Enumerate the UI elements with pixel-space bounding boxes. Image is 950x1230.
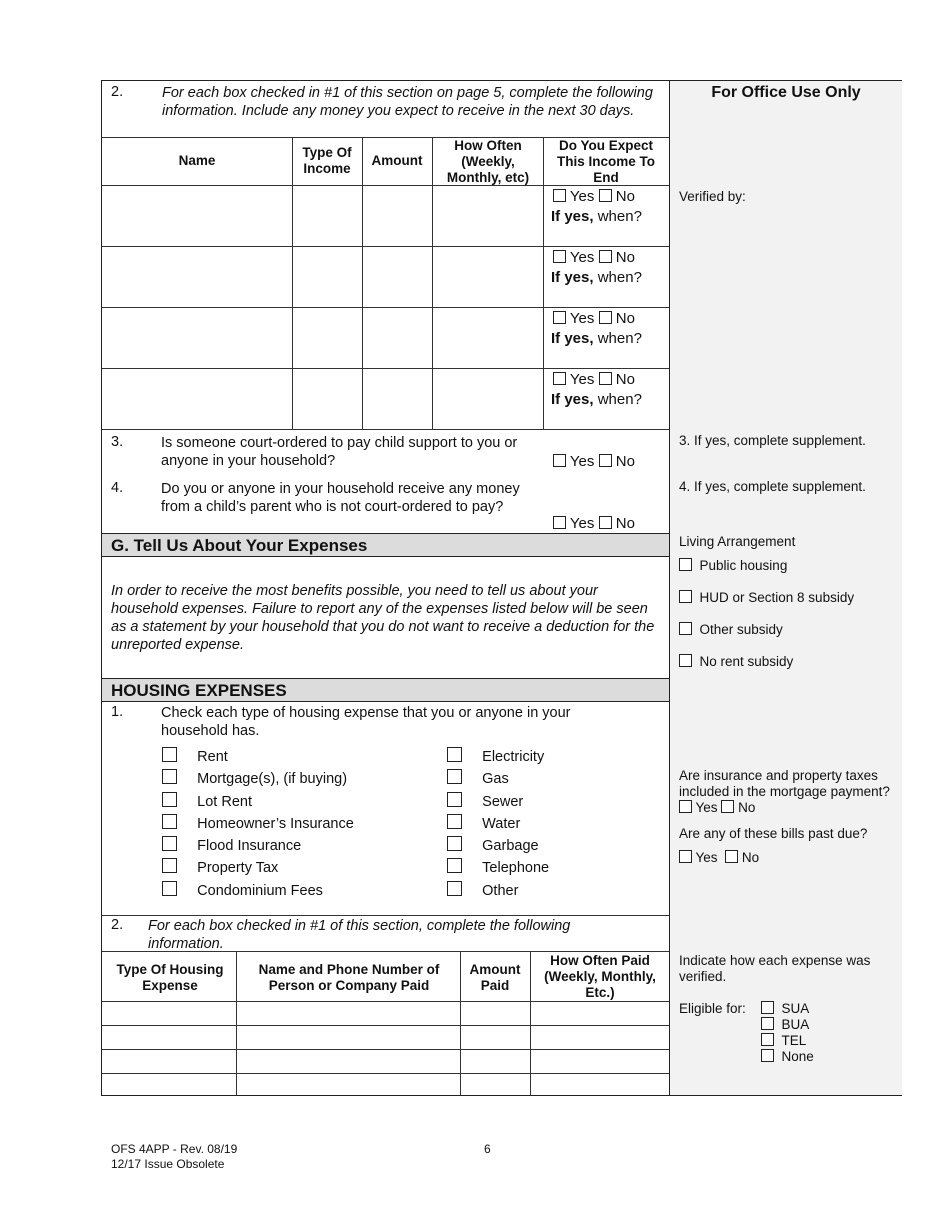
option-label: Property Tax (197, 860, 279, 877)
divider (102, 429, 669, 430)
option-label: Rent (197, 749, 228, 765)
housing-option-mortgage[interactable] (162, 768, 354, 790)
form-id: OFS 4APP - Rev. 08/19 (111, 1142, 238, 1156)
no-label: No (615, 188, 635, 205)
yes-checkbox[interactable] (553, 311, 566, 324)
no-checkbox[interactable] (599, 311, 612, 324)
income-row-4-when (551, 391, 642, 408)
checkbox[interactable] (761, 1049, 774, 1062)
no-label: No (615, 249, 635, 266)
income-header-expect-end: Do You Expect This Income To End (556, 138, 655, 185)
yes-checkbox[interactable] (553, 372, 566, 385)
checkbox[interactable] (679, 622, 692, 635)
divider (102, 368, 669, 369)
if-yes-label: If yes, (551, 330, 594, 347)
housing-option-property-tax[interactable] (162, 857, 354, 879)
if-yes-label: If yes, (551, 269, 594, 286)
divider (102, 1001, 669, 1002)
checkbox[interactable] (761, 1033, 774, 1046)
checkbox[interactable] (679, 654, 692, 667)
no-label: No (615, 310, 635, 327)
option-label: Lot Rent (197, 793, 252, 810)
option-label: TEL (781, 1033, 807, 1048)
q2-text: For each box checked in #1 of this section on page 5, complete the following information. Include any money you expect to receive in the next 30 days. (162, 85, 653, 119)
verified-by-label: Verified by: (679, 189, 746, 204)
income-header-how-often: How Often (Weekly, Monthly, etc) (446, 138, 530, 185)
income-row-2-yesno (553, 249, 635, 266)
housing-header-type: Type Of Housing Expense (116, 962, 224, 993)
yes-label: Yes (569, 188, 595, 205)
divider (102, 915, 669, 916)
yes-checkbox[interactable] (553, 250, 566, 263)
housing-option-sewer[interactable] (447, 791, 549, 813)
option-label: No rent subsidy (699, 654, 794, 669)
section-g-band (102, 533, 669, 557)
option-label: Other (482, 882, 519, 899)
office-title: For Office Use Only (711, 84, 861, 101)
income-row-3-when (551, 330, 642, 347)
eligible-label: Eligible for: (679, 1001, 746, 1016)
when-label: when? (597, 330, 642, 347)
eligible-none[interactable] (761, 1049, 814, 1065)
checkbox[interactable] (761, 1017, 774, 1030)
option-label: Other subsidy (699, 622, 783, 637)
no-label: No (615, 453, 635, 470)
housing-title: HOUSING EXPENSES (111, 681, 287, 700)
option-label: Condominium Fees (197, 882, 323, 899)
checkbox[interactable] (162, 792, 177, 807)
housing-option-garbage[interactable] (447, 835, 549, 857)
checkbox[interactable] (447, 881, 462, 896)
checkbox[interactable] (447, 814, 462, 829)
checkbox[interactable] (162, 747, 177, 762)
living-arrangement-title: Living Arrangement (679, 534, 796, 549)
no-checkbox[interactable] (599, 250, 612, 263)
q3-number: 3. (111, 434, 124, 450)
checkbox[interactable] (447, 747, 462, 762)
divider (102, 1073, 669, 1074)
housing-q2-number: 2. (111, 917, 124, 933)
yes-checkbox[interactable] (553, 454, 566, 467)
checkbox[interactable] (447, 836, 462, 851)
divider (432, 137, 433, 429)
q3-text: Is someone court-ordered to pay child support to you or anyone in your household? (161, 435, 518, 469)
option-label: Water (482, 815, 521, 832)
housing-left-list (162, 746, 354, 902)
income-row-1-yesno (553, 188, 635, 205)
checkbox[interactable] (162, 814, 177, 829)
housing-option-lot-rent[interactable] (162, 791, 354, 813)
yes-label: Yes (695, 800, 718, 815)
option-label: Electricity (482, 749, 545, 765)
option-label: SUA (781, 1001, 810, 1016)
divider (102, 951, 669, 952)
living-option-hud[interactable] (679, 590, 854, 606)
if-yes-label: If yes, (551, 208, 594, 225)
eligible-bua[interactable] (761, 1017, 809, 1033)
option-label: Sewer (482, 793, 524, 810)
income-row-1-when (551, 208, 642, 225)
housing-option-other[interactable] (447, 880, 549, 902)
income-header-type: Type Of Income (302, 145, 352, 176)
verify-note: Indicate how each expense was verified. (679, 953, 871, 984)
divider (102, 1025, 669, 1026)
checkbox[interactable] (679, 590, 692, 603)
housing-option-rent[interactable] (162, 746, 354, 768)
section-g-intro: In order to receive the most benefits possible, you need to tell us about your household expenses. Failure to report any of the expenses listed below will be seen as a statement by your household that you do not want to receive a deduction for the unreported expense. (111, 583, 655, 653)
option-label: Flood Insurance (197, 838, 302, 855)
housing-option-homeowners[interactable] (162, 813, 354, 835)
eligible-tel[interactable] (761, 1033, 806, 1049)
option-label: Garbage (482, 838, 539, 855)
housing-q1-number: 1. (111, 704, 124, 720)
obsolete-note: 12/17 Issue Obsolete (111, 1157, 225, 1171)
option-label: Gas (482, 771, 509, 788)
if-yes-label: If yes, (551, 391, 594, 408)
option-label: Mortgage(s), (if buying) (197, 771, 348, 788)
divider (543, 137, 544, 429)
housing-option-electricity[interactable] (447, 746, 549, 768)
no-label: No (741, 850, 760, 865)
form-page (101, 80, 902, 1096)
yes-label: Yes (569, 310, 595, 327)
income-row-2-when (551, 269, 642, 286)
housing-band (102, 678, 669, 702)
yes-label: Yes (569, 515, 595, 532)
office-note-4: 4. If yes, complete supplement. (679, 479, 866, 494)
housing-option-condo[interactable] (162, 880, 354, 902)
divider (102, 1049, 669, 1050)
living-option-other[interactable] (679, 622, 783, 638)
housing-option-gas[interactable] (447, 768, 549, 790)
past-due-no-checkbox[interactable] (725, 850, 738, 863)
divider (292, 137, 293, 429)
eligible-sua[interactable] (761, 1001, 809, 1017)
q3-yesno (553, 453, 635, 470)
q4-text: Do you or anyone in your household receive any money from a child’s parent who is not court-ordered to pay? (161, 481, 520, 515)
checkbox[interactable] (162, 858, 177, 873)
housing-q1-text: Check each type of housing expense that you or anyone in your household has. (161, 705, 571, 739)
option-label: None (781, 1049, 814, 1064)
divider (102, 307, 669, 308)
office-use-column (669, 81, 902, 1095)
insurance-question (679, 768, 894, 816)
housing-option-flood[interactable] (162, 835, 354, 857)
q4-yesno (553, 515, 635, 532)
housing-header-amount: Amount Paid (469, 962, 521, 993)
income-header-amount: Amount (371, 153, 423, 168)
past-due-yes-checkbox[interactable] (679, 850, 692, 863)
housing-q2-text: For each box checked in #1 of this section, complete the following information. (148, 918, 571, 952)
yes-checkbox[interactable] (553, 189, 566, 202)
yes-label: Yes (569, 453, 595, 470)
q4-number: 4. (111, 480, 124, 496)
divider (362, 137, 363, 429)
no-checkbox[interactable] (599, 516, 612, 529)
when-label: when? (597, 391, 642, 408)
option-label: BUA (781, 1017, 810, 1032)
past-due-question: Are any of these bills past due? (679, 826, 868, 841)
insurance-yes-checkbox[interactable] (679, 800, 692, 813)
yes-label: Yes (695, 850, 718, 865)
checkbox[interactable] (162, 881, 177, 896)
income-row-4-yesno (553, 371, 635, 388)
checkbox[interactable] (679, 558, 692, 571)
office-note-3: 3. If yes, complete supplement. (679, 433, 866, 448)
yes-checkbox[interactable] (553, 516, 566, 529)
divider (102, 185, 669, 186)
housing-header-how-often: How Often Paid (Weekly, Monthly, Etc.) (544, 953, 656, 1000)
no-label: No (615, 515, 635, 532)
checkbox[interactable] (761, 1001, 774, 1014)
divider (102, 246, 669, 247)
insurance-no-checkbox[interactable] (721, 800, 734, 813)
income-row-3-yesno (553, 310, 635, 327)
checkbox[interactable] (162, 836, 177, 851)
housing-option-telephone[interactable] (447, 857, 549, 879)
yes-label: Yes (569, 249, 595, 266)
footer-form-id (111, 1142, 237, 1172)
when-label: when? (597, 208, 642, 225)
past-due-options (679, 850, 759, 866)
housing-option-water[interactable] (447, 813, 549, 835)
yes-label: Yes (569, 371, 595, 388)
checkbox[interactable] (447, 792, 462, 807)
option-label: Public housing (699, 558, 788, 573)
option-label: Telephone (482, 860, 550, 877)
page-number: 6 (484, 1142, 491, 1156)
option-label: Homeowner’s Insurance (197, 815, 354, 832)
option-label: HUD or Section 8 subsidy (699, 590, 855, 605)
housing-header-name: Name and Phone Number of Person or Company Paid (258, 962, 440, 993)
no-label: No (615, 371, 635, 388)
no-label: No (738, 800, 756, 815)
checkbox[interactable] (447, 769, 462, 784)
housing-right-list (447, 746, 549, 902)
living-option-public[interactable] (679, 558, 787, 574)
no-checkbox[interactable] (599, 372, 612, 385)
when-label: when? (597, 269, 642, 286)
checkbox[interactable] (162, 769, 177, 784)
q2-number: 2. (111, 84, 124, 100)
no-checkbox[interactable] (599, 189, 612, 202)
income-header-name: Name (178, 153, 216, 168)
section-g-title: G. Tell Us About Your Expenses (111, 536, 368, 555)
checkbox[interactable] (447, 858, 462, 873)
insurance-question-text: Are insurance and property taxes included in the mortgage payment? (679, 768, 890, 799)
living-option-none[interactable] (679, 654, 793, 670)
no-checkbox[interactable] (599, 454, 612, 467)
